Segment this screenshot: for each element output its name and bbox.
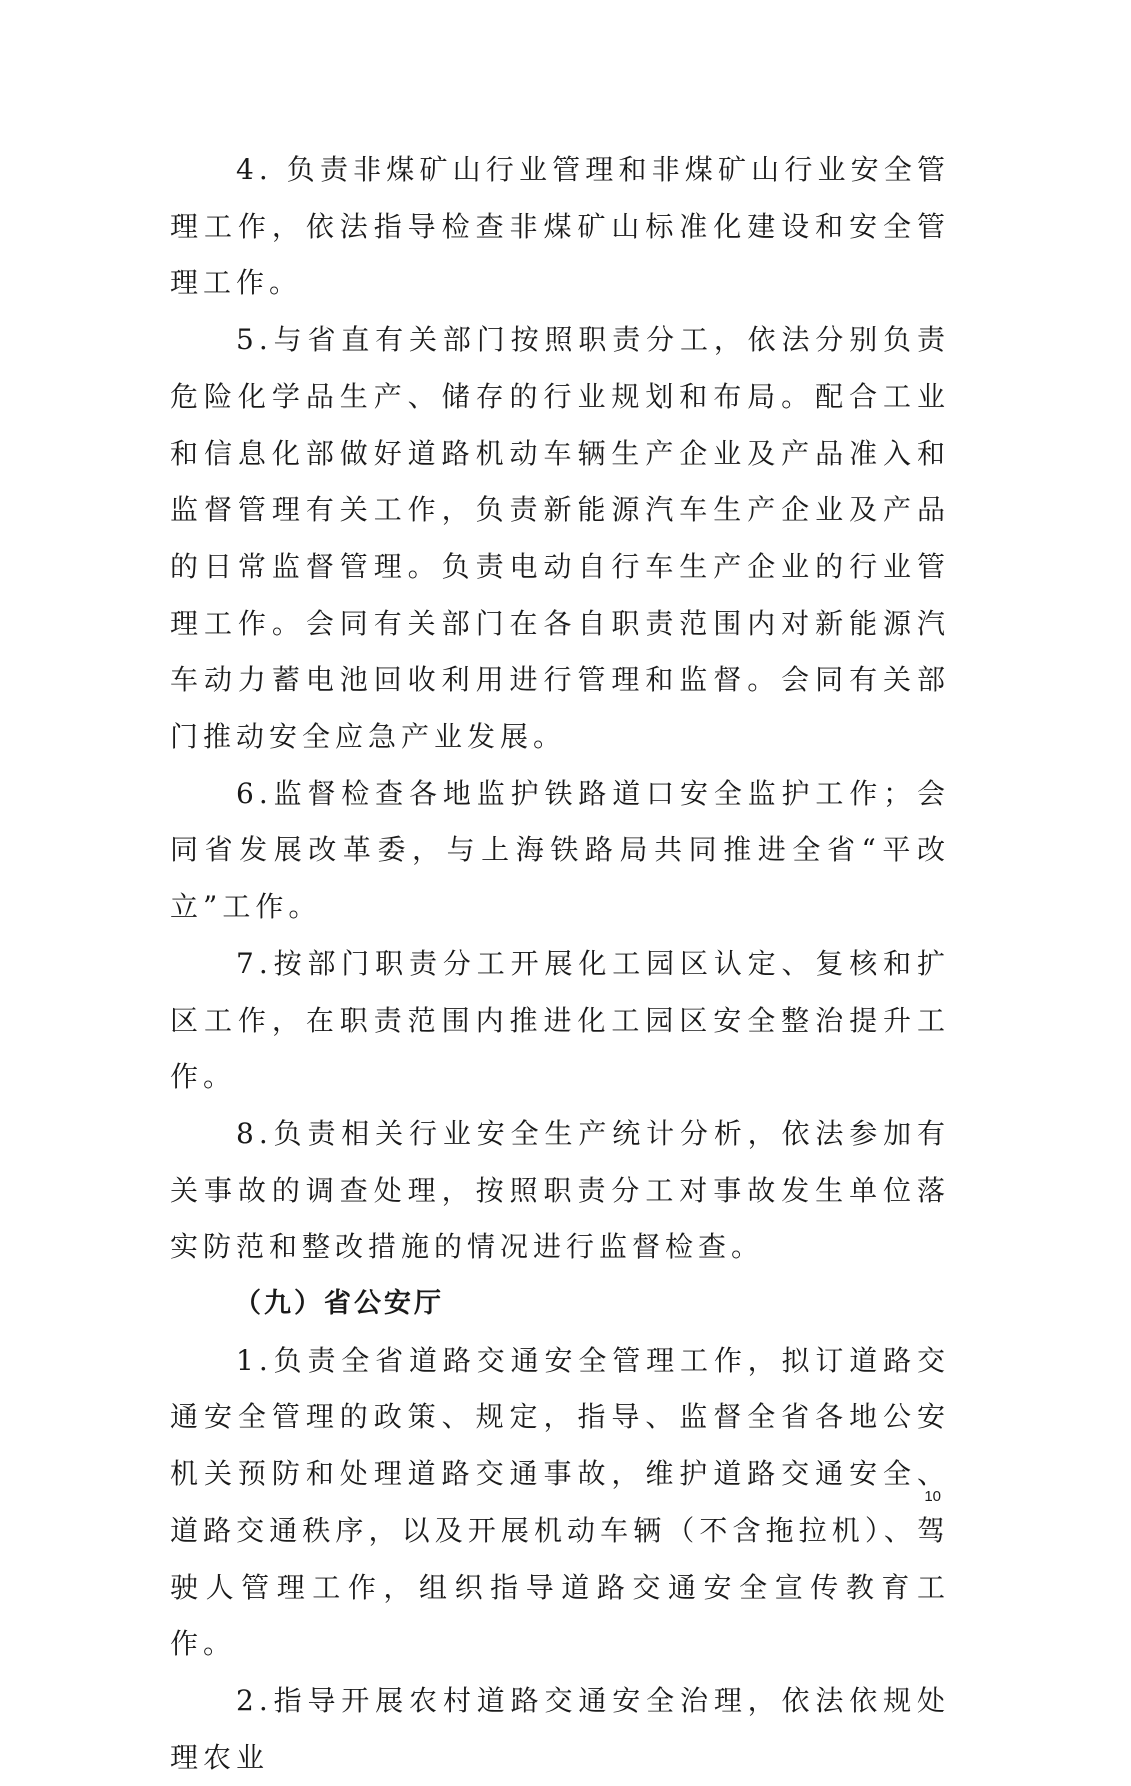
paragraph-police-2: 2.指导开展农村道路交通安全治理，依法依规处理农业: [170, 1683, 950, 1774]
document-body: [170, 142, 950, 1786]
paragraph-police-1: 1.负责全省道路交通安全管理工作，拟订道路交通安全管理的政策、规定，指导、监督全省各地公安机关预防和处理道路交通事故，维护道路交通安全、道路交通秩序，以及开展机动车辆（不含拖拉机）、驾驶人管理工作，组织指导道路交通安全宣传教育工作。: [170, 1343, 950, 1661]
paragraph-item-8: 8.负责相关行业安全生产统计分析，依法参加有关事故的调查处理，按照职责分工对事故发生单位落实防范和整改措施的情况进行监督检查。: [170, 1116, 950, 1264]
paragraph-item-4: 4. 负责非煤矿山行业管理和非煤矿山行业安全管理工作，依法指导检查非煤矿山标准化建设和安全管理工作。: [170, 153, 950, 300]
page-number: 10: [924, 1488, 941, 1505]
paragraph-item-5: 5.与省直有关部门按照职责分工，依法分别负责危险化学品生产、储存的行业规划和布局。配合工业和信息化部做好道路机动车辆生产企业及产品准入和监督管理有关工作，负责新能源汽车生产企业及产品的日常监督管理。负责电动自行车生产企业的行业管理工作。会同有关部门在各自职责范围内对新能源汽车动力蓄电池回收利用进行管理和监督。会同有关部门推动安全应急产业发展。: [170, 323, 950, 754]
paragraph-item-7: 7.按部门职责分工开展化工园区认定、复核和扩区工作，在职责范围内推进化工园区安全整治提升工作。: [170, 946, 950, 1094]
paragraph-item-6: 6.监督检查各地监护铁路道口安全监护工作；会同省发展改革委，与上海铁路局共同推进全省“平改立”工作。: [170, 776, 950, 924]
section-heading: （九）省公安厅: [234, 1288, 444, 1320]
